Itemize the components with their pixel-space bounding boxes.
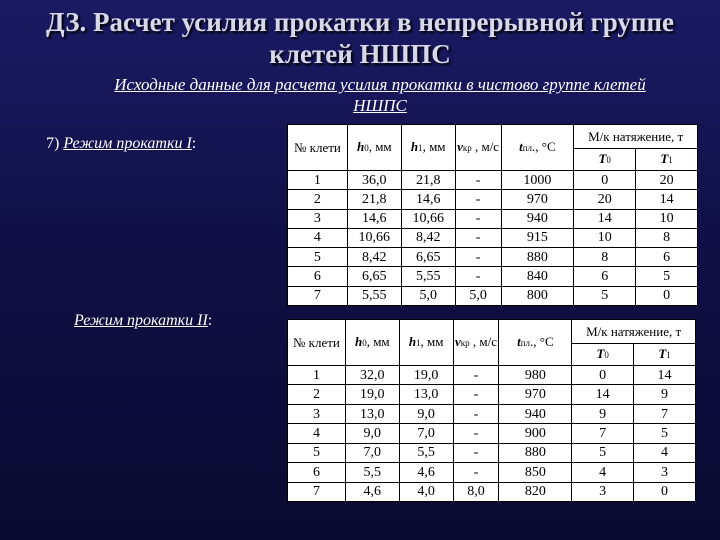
table-cell: 20 bbox=[636, 171, 698, 190]
title-line-2: клетей НШПС bbox=[269, 39, 451, 69]
table-cell: 6 bbox=[288, 463, 346, 482]
mode-2-label bbox=[74, 312, 212, 330]
header-T1-2: T1 bbox=[634, 344, 696, 366]
table-cell: 7,0 bbox=[345, 443, 399, 462]
table-cell: 14 bbox=[636, 190, 698, 209]
table-cell: 5 bbox=[288, 443, 346, 462]
table-mode-1 bbox=[287, 124, 698, 306]
table-row bbox=[288, 443, 696, 462]
table-cell: 4 bbox=[634, 443, 696, 462]
table-row bbox=[288, 385, 696, 404]
table-cell: 6,65 bbox=[347, 267, 401, 286]
table-cell: 10,66 bbox=[401, 209, 455, 228]
table-cell: 2 bbox=[288, 190, 348, 209]
table-cell: 8,0 bbox=[453, 482, 499, 501]
table-cell: 3 bbox=[288, 404, 346, 423]
table-cell: - bbox=[455, 190, 501, 209]
table-cell: 6 bbox=[636, 248, 698, 267]
table-cell: 900 bbox=[499, 424, 572, 443]
header-tension-2: М/к натяжение, т bbox=[572, 320, 696, 344]
table-cell: 7 bbox=[288, 482, 346, 501]
table-cell: - bbox=[453, 404, 499, 423]
table-row bbox=[288, 286, 698, 305]
table-row bbox=[288, 190, 698, 209]
header-stand: № клети bbox=[288, 125, 348, 171]
table-cell: 5 bbox=[574, 286, 636, 305]
table-cell: 10,66 bbox=[347, 228, 401, 247]
table-cell: - bbox=[455, 228, 501, 247]
table-cell: 13,0 bbox=[399, 385, 453, 404]
table-cell: 915 bbox=[501, 228, 574, 247]
header-tension: М/к натяжение, т bbox=[574, 125, 698, 149]
table-cell: 9 bbox=[634, 385, 696, 404]
header-h1-2: h1, мм bbox=[399, 320, 453, 366]
table-cell: 5,55 bbox=[347, 286, 401, 305]
header-t: tпл., °С bbox=[501, 125, 574, 171]
table-cell: 850 bbox=[499, 463, 572, 482]
table-cell: 7 bbox=[572, 424, 634, 443]
mode-1-suffix: : bbox=[191, 135, 197, 152]
table-cell: 21,8 bbox=[347, 190, 401, 209]
table-row bbox=[288, 228, 698, 247]
table-cell: 14,6 bbox=[401, 190, 455, 209]
table-cell: 880 bbox=[499, 443, 572, 462]
table-cell: - bbox=[455, 209, 501, 228]
table-cell: 14,6 bbox=[347, 209, 401, 228]
table-cell: 14 bbox=[574, 209, 636, 228]
table-cell: 8 bbox=[636, 228, 698, 247]
table-row bbox=[288, 267, 698, 286]
header-T0-2: T0 bbox=[572, 344, 634, 366]
table-mode-2 bbox=[287, 319, 696, 502]
table-cell: 4,0 bbox=[399, 482, 453, 501]
table-cell: 3 bbox=[572, 482, 634, 501]
table-cell: 5,5 bbox=[399, 443, 453, 462]
table-cell: 6 bbox=[574, 267, 636, 286]
table-cell: 5,5 bbox=[345, 463, 399, 482]
table-cell: 4,6 bbox=[345, 482, 399, 501]
table-row bbox=[288, 482, 696, 501]
table-cell: 2 bbox=[288, 385, 346, 404]
header-h0-2: h0, мм bbox=[345, 320, 399, 366]
table-cell: 8,42 bbox=[401, 228, 455, 247]
table-cell: 940 bbox=[501, 209, 574, 228]
table-cell: 5,55 bbox=[401, 267, 455, 286]
table-cell: 5 bbox=[636, 267, 698, 286]
table-cell: 0 bbox=[572, 366, 634, 385]
table-cell: 3 bbox=[288, 209, 348, 228]
page-title bbox=[0, 6, 720, 70]
table-cell: 20 bbox=[574, 190, 636, 209]
table-cell: - bbox=[455, 171, 501, 190]
table-cell: 0 bbox=[574, 171, 636, 190]
table-cell: 970 bbox=[499, 385, 572, 404]
table-cell: 5 bbox=[288, 248, 348, 267]
header-v: vкр , м/с bbox=[455, 125, 501, 171]
subtitle-line-1: Исходные данные для расчета усилия прокатки в чистово группе клетей bbox=[114, 75, 646, 94]
table-cell: 970 bbox=[501, 190, 574, 209]
table-cell: 0 bbox=[636, 286, 698, 305]
table-cell: - bbox=[455, 267, 501, 286]
table-cell: 6 bbox=[288, 267, 348, 286]
table-cell: - bbox=[453, 424, 499, 443]
table-cell: 32,0 bbox=[345, 366, 399, 385]
table-cell: - bbox=[453, 385, 499, 404]
mode-1-title: Режим прокатки I bbox=[63, 135, 192, 152]
table-cell: 5,0 bbox=[401, 286, 455, 305]
table-cell: 4 bbox=[288, 424, 346, 443]
table-cell: 5 bbox=[572, 443, 634, 462]
table-row bbox=[288, 171, 698, 190]
table-cell: 9,0 bbox=[345, 424, 399, 443]
table-cell: 820 bbox=[499, 482, 572, 501]
mode-2-suffix: : bbox=[207, 312, 213, 329]
table-cell: 10 bbox=[574, 228, 636, 247]
table-row bbox=[288, 404, 696, 423]
table-cell: 9,0 bbox=[399, 404, 453, 423]
header-stand-2: № клети bbox=[288, 320, 346, 366]
table-cell: 4 bbox=[288, 228, 348, 247]
title-line-1: ДЗ. Расчет усилия прокатки в непрерывной группе bbox=[45, 7, 675, 37]
mode-1-label bbox=[46, 135, 196, 153]
header-T1: T1 bbox=[636, 149, 698, 171]
table-1-body bbox=[288, 171, 698, 306]
table-cell: 3 bbox=[634, 463, 696, 482]
table-cell: 840 bbox=[501, 267, 574, 286]
table-cell: 7 bbox=[288, 286, 348, 305]
table-cell: 13,0 bbox=[345, 404, 399, 423]
table-cell: - bbox=[453, 443, 499, 462]
table-cell: 8 bbox=[574, 248, 636, 267]
table-row bbox=[288, 366, 696, 385]
table-cell: - bbox=[455, 248, 501, 267]
table-cell: 36,0 bbox=[347, 171, 401, 190]
table-cell: 980 bbox=[499, 366, 572, 385]
table-cell: 9 bbox=[572, 404, 634, 423]
subtitle-line-2: НШПС bbox=[353, 96, 407, 115]
mode-1-prefix: 7) bbox=[46, 135, 64, 152]
table-2-body bbox=[288, 366, 696, 502]
table-cell: 6,65 bbox=[401, 248, 455, 267]
table-cell: 14 bbox=[572, 385, 634, 404]
table-cell: 10 bbox=[636, 209, 698, 228]
table-cell: 940 bbox=[499, 404, 572, 423]
table-cell: 800 bbox=[501, 286, 574, 305]
header-T0: T0 bbox=[574, 149, 636, 171]
mode-2-title: Режим прокатки II bbox=[74, 312, 208, 329]
header-v-2: vкр , м/с bbox=[453, 320, 499, 366]
table-cell: 14 bbox=[634, 366, 696, 385]
table-row bbox=[288, 209, 698, 228]
table-cell: 1000 bbox=[501, 171, 574, 190]
table-cell: - bbox=[453, 463, 499, 482]
table-row bbox=[288, 463, 696, 482]
header-h0: h0, мм bbox=[347, 125, 401, 171]
table-cell: 7,0 bbox=[399, 424, 453, 443]
table-row bbox=[288, 248, 698, 267]
table-cell: 19,0 bbox=[345, 385, 399, 404]
table-cell: 8,42 bbox=[347, 248, 401, 267]
table-cell: 19,0 bbox=[399, 366, 453, 385]
table-cell: 5,0 bbox=[455, 286, 501, 305]
table-cell: 1 bbox=[288, 366, 346, 385]
subtitle bbox=[40, 74, 720, 116]
table-cell: 4 bbox=[572, 463, 634, 482]
header-t-2: tпл., °С bbox=[499, 320, 572, 366]
table-cell: 0 bbox=[634, 482, 696, 501]
table-cell: 1 bbox=[288, 171, 348, 190]
table-cell: - bbox=[453, 366, 499, 385]
table-cell: 880 bbox=[501, 248, 574, 267]
table-cell: 4,6 bbox=[399, 463, 453, 482]
table-cell: 5 bbox=[634, 424, 696, 443]
table-cell: 7 bbox=[634, 404, 696, 423]
table-cell: 21,8 bbox=[401, 171, 455, 190]
header-h1: h1, мм bbox=[401, 125, 455, 171]
table-row bbox=[288, 424, 696, 443]
